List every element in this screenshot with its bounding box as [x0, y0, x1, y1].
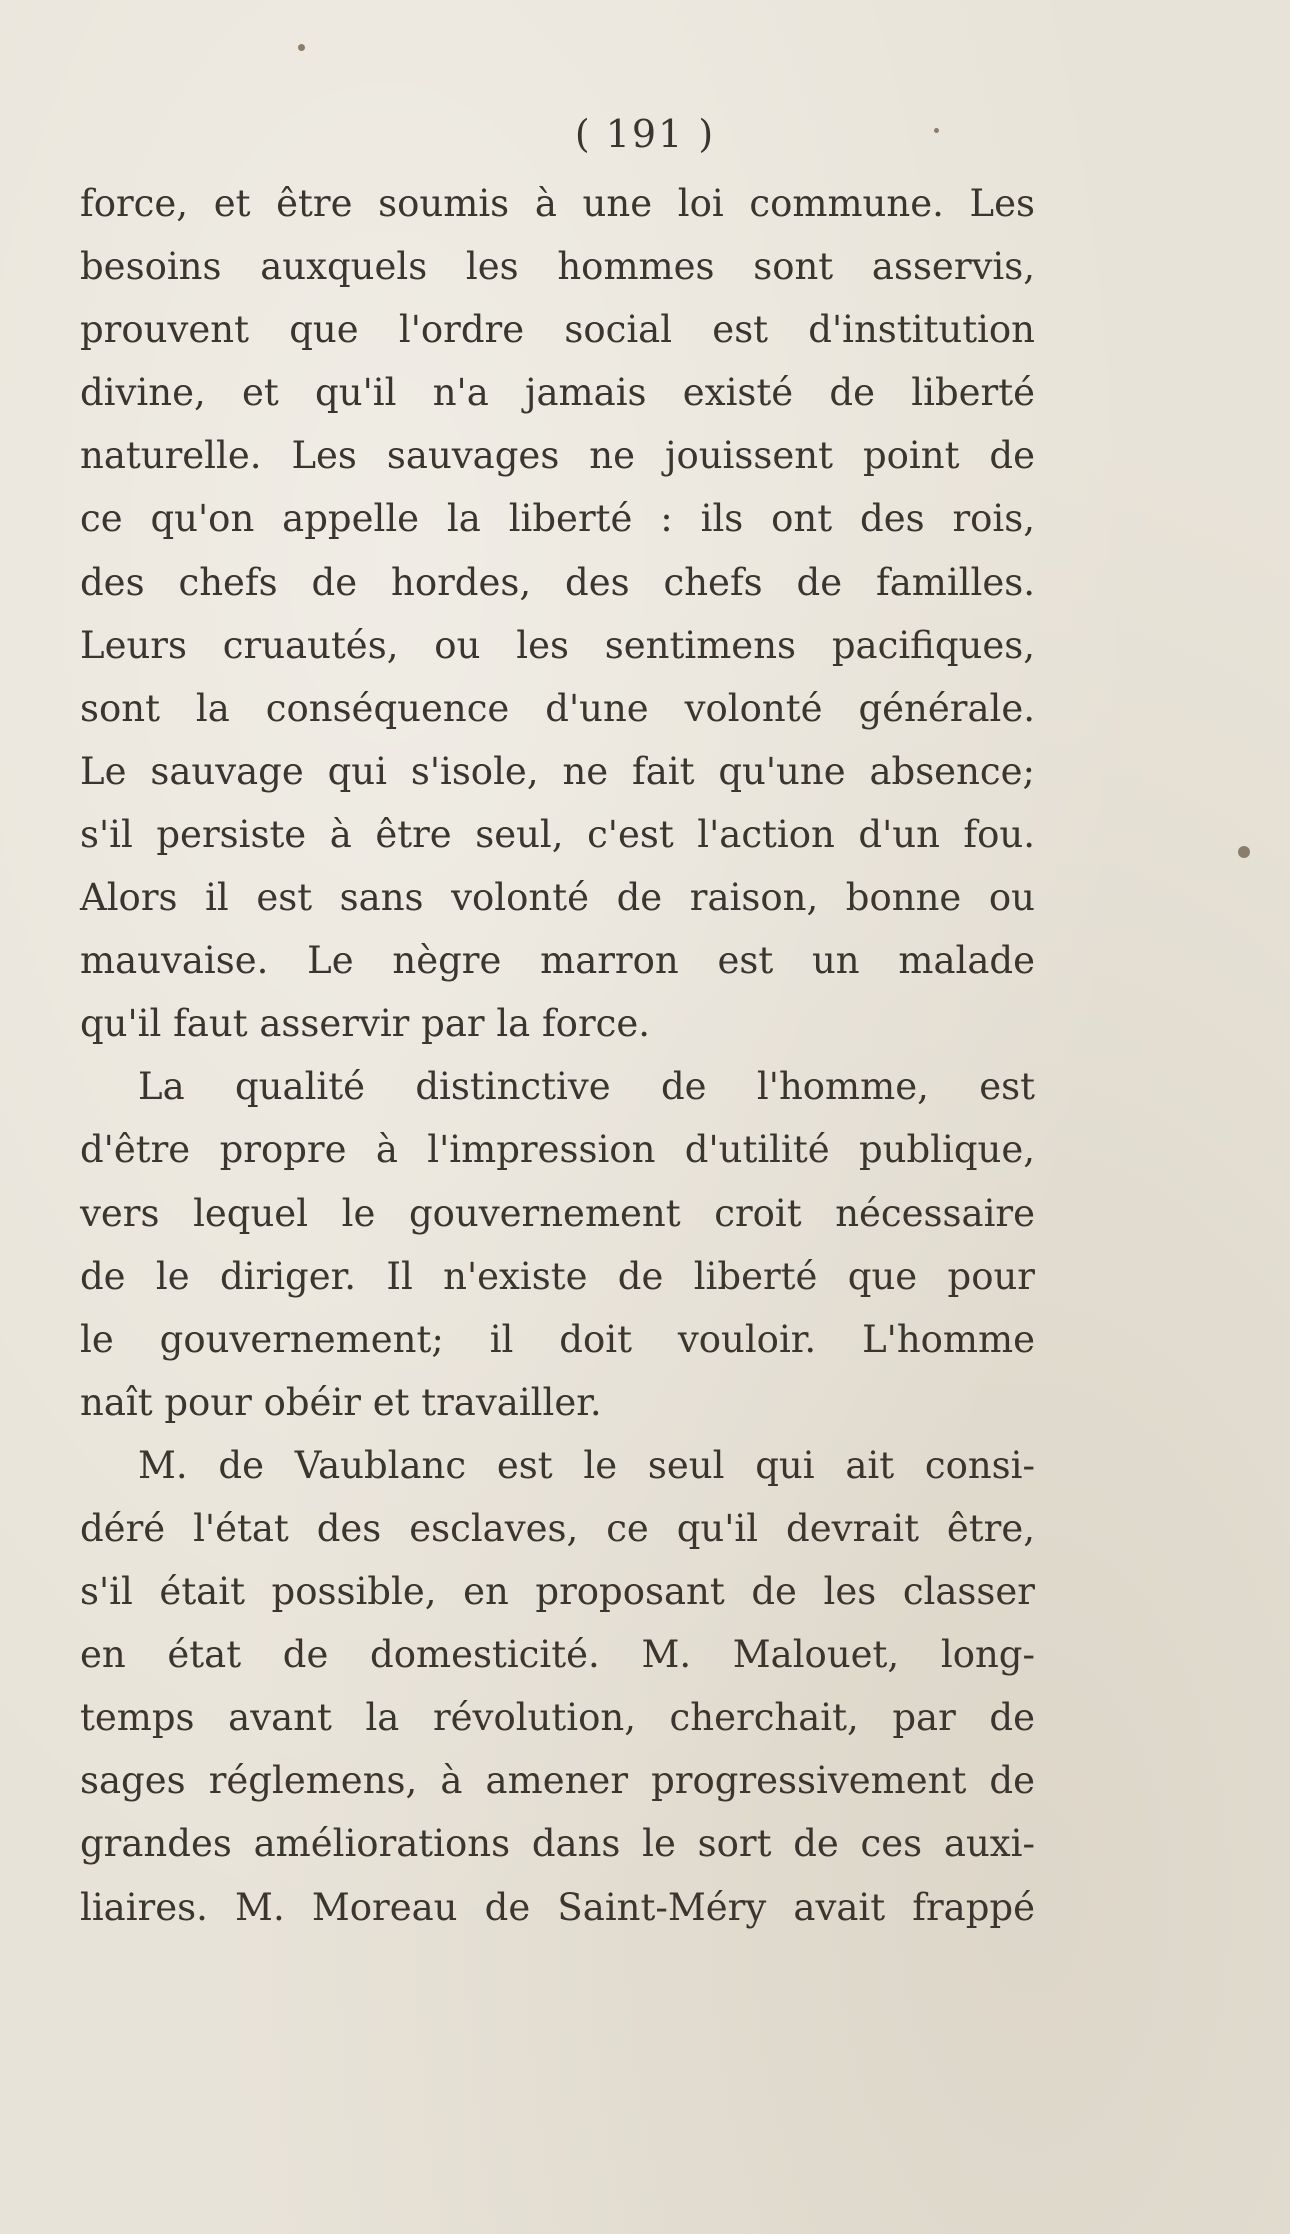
text-line: besoins auxquels les hommes sont asservis, — [80, 245, 1035, 289]
paper-spot — [298, 44, 305, 51]
text-line: temps avant la révolution, cherchait, par de — [80, 1696, 1035, 1740]
text-line: sont la conséquence d'une volonté générale. — [80, 686, 1035, 730]
page-number: ( 191 ) — [574, 112, 716, 156]
text-line: s'il persiste à être seul, c'est l'action d'un fou. — [80, 812, 1035, 856]
text-line: Le sauvage qui s'isole, ne fait qu'une absence; — [80, 749, 1035, 793]
text-line: naît pour obéir et travailler. — [80, 1380, 602, 1424]
text-line: vers lequel le gouvernement croit nécessaire — [80, 1191, 1035, 1235]
text-line: mauvaise. Le nègre marron est un malade — [80, 939, 1035, 983]
text-line: M. de Vaublanc est le seul qui ait consi- — [138, 1443, 1035, 1487]
text-line: d'être propre à l'impression d'utilité publique, — [80, 1128, 1035, 1172]
text-line: déré l'état des esclaves, ce qu'il devrait être, — [80, 1506, 1035, 1550]
text-line: ce qu'on appelle la liberté : ils ont des rois, — [80, 497, 1035, 541]
text-line: Alors il est sans volonté de raison, bonne ou — [80, 876, 1035, 920]
text-line: La qualité distinctive de l'homme, est — [138, 1065, 1035, 1109]
text-line: le gouvernement; il doit vouloir. L'homme — [80, 1317, 1035, 1361]
text-line: de le diriger. Il n'existe de liberté que pour — [80, 1254, 1035, 1298]
text-line: liaires. M. Moreau de Saint-Méry avait frappé — [80, 1885, 1035, 1929]
text-line: sages réglemens, à amener progressivement de — [80, 1759, 1035, 1803]
text-line: Leurs cruautés, ou les sentimens pacifiques, — [80, 623, 1035, 667]
text-line: qu'il faut asservir par la force. — [80, 1002, 651, 1046]
text-line: force, et être soumis à une loi commune. Les — [80, 182, 1035, 225]
text-line: grandes améliorations dans le sort de ces auxi- — [80, 1822, 1035, 1866]
text-line: s'il était possible, en proposant de les classer — [80, 1570, 1035, 1614]
text-line: prouvent que l'ordre social est d'institution — [80, 308, 1035, 352]
text-line: naturelle. Les sauvages ne jouissent point de — [80, 434, 1035, 478]
body-text — [80, 172, 1035, 1939]
paper-spot — [1238, 846, 1250, 858]
text-line: en état de domesticité. M. Malouet, long- — [80, 1633, 1035, 1677]
paper-spot — [934, 128, 939, 133]
text-line: des chefs de hordes, des chefs de familles. — [80, 560, 1035, 604]
text-line: divine, et qu'il n'a jamais existé de liberté — [80, 371, 1035, 415]
